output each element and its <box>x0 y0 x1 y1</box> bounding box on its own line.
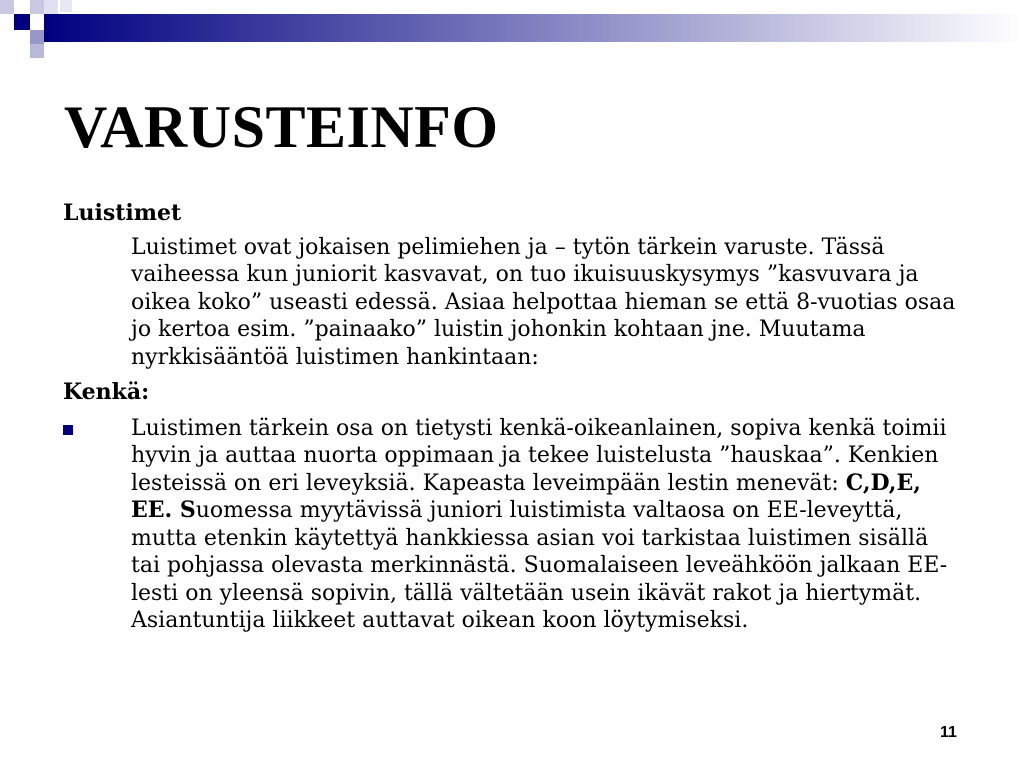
header-decoration <box>0 0 1024 64</box>
deco-square <box>60 0 72 12</box>
boot-bullet-item <box>63 415 963 635</box>
boot-paragraph <box>131 416 947 634</box>
skates-heading: Luistimet <box>63 200 182 226</box>
deco-square <box>0 0 14 14</box>
deco-square <box>30 44 44 58</box>
square-bullet-icon <box>63 425 73 435</box>
skates-paragraph: Luistimet ovat jokaisen pelimiehen ja – tytön tärkein varuste. Tässä vaiheessa kun juniorit kasvavat, on tuo ikuisuuskysymys ”kasvuvara ja oikea koko” useasti edessä. Asiaa helpottaa hieman se että 8-vuotias osaa jo kertoa esim. ”painaako” luistin johonkin kohtaan jne. Muutama nyrkkisääntöä luistimen hankintaan: <box>131 234 956 370</box>
slide-title: VARUSTEINFO <box>64 94 499 160</box>
boot-text-part-a: Luistimen tärkein osa on tietysti kenkä-oikeanlainen, sopiva kenkä toimii hyvin ja auttaa nuorta oppimaan ja tekee luistelusta ”hauskaa”. Kenkien lesteissä on eri leveyksiä. Kapeasta leveimpään lestin menevät: <box>131 415 947 496</box>
boot-text-part-b: uomessa myytävissä juniori luistimista valtaosa on EE-leveyttä, mutta etenkin käytettyä hankkiessa asian voi tarkistaa luistimen sisällä tai pohjassa olevasta merkinnästä. Suomalaiseen leveähköön jalkaan EE-lesti on yleensä sopivin, tällä vältetään usein ikävät rakot ja hiertymät. Asiantuntija liikkeet auttavat oikean koon löytymiseksi. <box>131 498 948 633</box>
slide-content <box>63 200 963 635</box>
boot-text-bold: C,D,E, EE. S <box>131 469 921 523</box>
header-gradient-bar <box>44 14 1024 42</box>
page-number: 11 <box>940 724 957 741</box>
deco-square <box>30 0 44 14</box>
deco-square <box>30 30 44 44</box>
boot-heading: Kenkä: <box>63 379 150 405</box>
deco-square <box>14 14 30 30</box>
deco-square <box>44 0 58 14</box>
